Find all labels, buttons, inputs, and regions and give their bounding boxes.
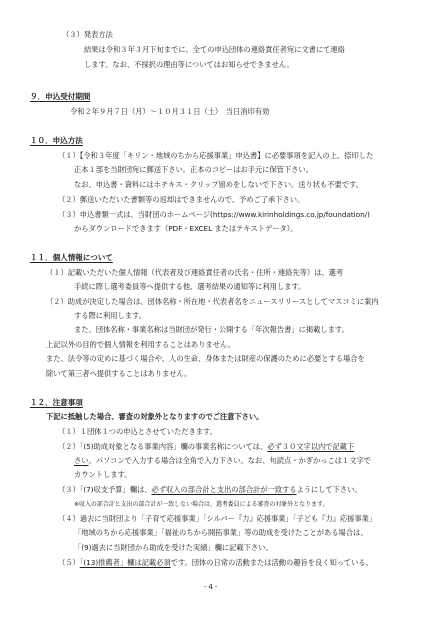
s12-item2-line3: カウントします。 bbox=[74, 470, 132, 479]
s10-item1-line2: 正本１部を当財団宛に郵送下さい。正本のコピーはお手元に保管下さい。 bbox=[74, 165, 313, 174]
s12-item3: （３）「(7)収支予算」欄は、必ず収入の部合計と支出の部合計が一致するようにして下さい。 bbox=[58, 485, 362, 494]
s11-paragraph1: 上記以外の目的で個人情報を利用することはありません。 bbox=[46, 340, 235, 349]
s11-item2-line2: する際に利用します。 bbox=[74, 311, 146, 320]
s8-item3-body-line2: します。なお、不採択の理由等についてはお知らせできません。 bbox=[84, 60, 294, 69]
s9-period-text: 令和２年９月７日（月）～１０月３１日（土） 当日消印有効 bbox=[70, 107, 270, 116]
section-12-heading: １２．注意事項 bbox=[30, 398, 83, 407]
s12-item4-line2: 「地域のちから応援事業」「福祉のちから開拓事業」等の助成を受けたことがある場合は、 bbox=[74, 528, 368, 537]
s12-item2-line2: さい。パソコンで入力する場合は全角で入力下さい。なお、句読点・かぎかっこは１文字で bbox=[74, 456, 371, 465]
s11-item2-line1: （２）助成が決定した場合は、団体名称・所在地・代表者名をニュースリリースとしてマスコミに案内 bbox=[46, 297, 379, 306]
s12-item1: （１）１団体１つの申込とさせていただきます。 bbox=[58, 427, 217, 436]
s12-item5: （５）「(13)推薦者」欄は記載必須です。団体の日常の活動または活動の趣旨を良く知っている、 bbox=[58, 558, 373, 567]
section-10-heading: １０．申込方法 bbox=[30, 136, 83, 145]
s11-paragraph2-line2: 除いて第三者へ提供することはありません。 bbox=[46, 369, 192, 378]
section-11-heading: １１．個人情報について bbox=[30, 253, 113, 262]
s8-item3-label: （３）発表方法 bbox=[62, 30, 113, 39]
s12-item4-line3: 「(9)過去に当財団から助成を受けた実績」欄に記載下さい。 bbox=[74, 543, 273, 552]
page-number: - 4 - bbox=[204, 583, 218, 591]
s12-item2-line1: （２）「(5)助成対象となる事業内容」欄の事業名称については、必ず３０文字以内で記載下 bbox=[58, 442, 355, 451]
s10-item3-line1: （３）申込書類一式は、当財団のホームページ(https://www.kirinholdings.co.jp/foundation/) bbox=[58, 210, 370, 219]
s12-lead-warning: 下記に抵触した場合、審査の対象外となりますのでご注意下さい。 bbox=[46, 412, 264, 421]
s11-paragraph2-line1: また、法令等の定めに基づく場合や、人の生命、身体または財産の保護のために必要とする場合を bbox=[46, 354, 365, 363]
s10-item1-line1: （１）【令和３年度「キリン・地域のちから応援事業」申込書】に必要事項を記入の上、捺印した bbox=[58, 151, 374, 160]
s10-item1-line3: なお、申込書・資料にはホチキス・クリップ留めをしないで下さい。送り状も不要です。 bbox=[74, 180, 363, 189]
s12-item4-line1: （４）過去に当財団より「子育て応援事業」「シルバー『力』応援事業」「子ども『力』応援事業」 bbox=[58, 514, 377, 523]
s12-item3-note: ※収入の部合計と支出の部合計が一致しない場合は、選考委員による審査の対象外となります。 bbox=[74, 501, 329, 508]
section-9-heading: ９．申込受付期間 bbox=[30, 92, 91, 101]
s8-item3-body-line1: 結果は令和３年３月下旬までに、全ての申込団体の連絡責任者宛に文書にて連絡 bbox=[84, 45, 345, 54]
s10-item3-line2: からダウンロードできます（PDF・EXCEL またはテキストデータ）。 bbox=[74, 224, 298, 233]
s10-item2: （２）郵送いただいた書類等の返却はできませんので、予めご了承下さい。 bbox=[58, 195, 305, 204]
s11-item1-line1: （１）記載いただいた個人情報（代表者及び連絡責任者の氏名・住所・連絡先等）は、選考 bbox=[46, 268, 344, 277]
s11-item1-line2: 手続に際し選考委員等へ提供する他、選考結果の通知等に利用します。 bbox=[74, 282, 306, 291]
s11-item2-line3: また、団体名称・事業名称は当財団が発行・公開する「年次報告書」に掲載します。 bbox=[74, 325, 349, 334]
